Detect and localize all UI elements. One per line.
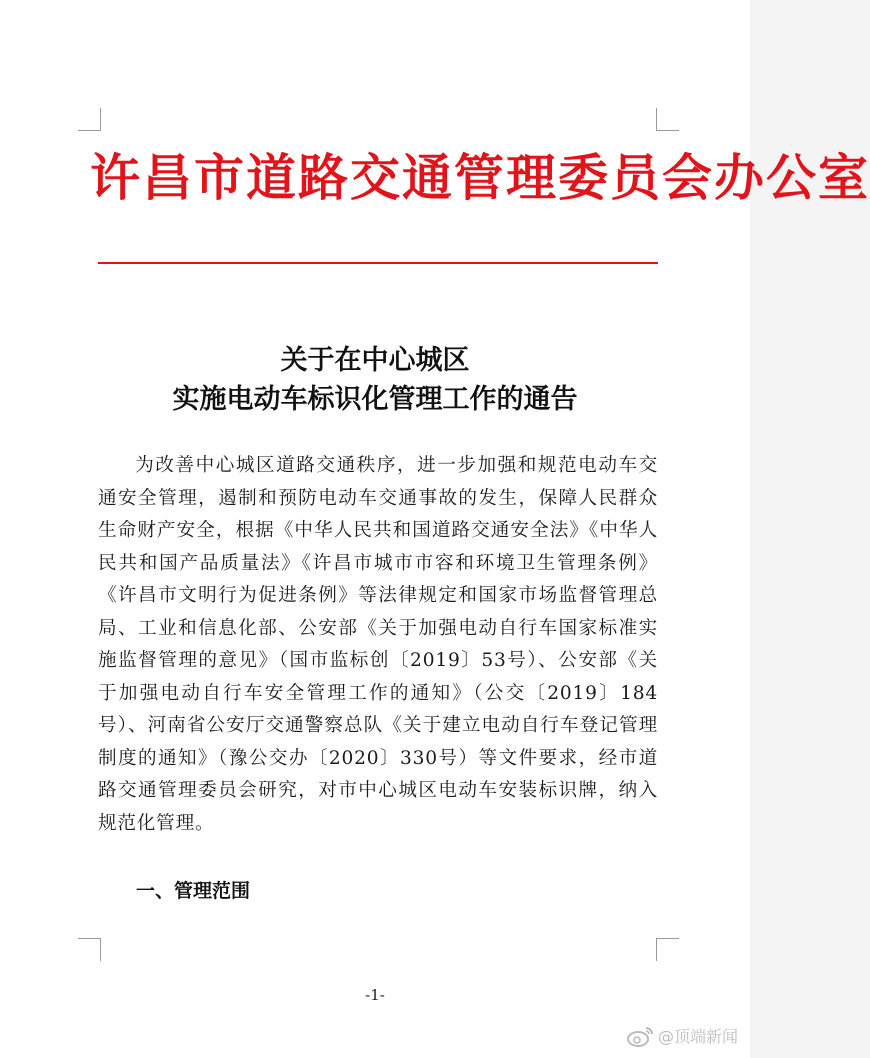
watermark-text: @顶端新闻 [657,1027,738,1046]
crop-mark-bottom-right [656,938,679,961]
page-number: -1- [365,986,385,1004]
red-divider-line [98,262,658,264]
body-paragraph: 为改善中心城区道路交通秩序，进一步加强和规范电动车交通安全管理，遏制和预防电动车交通事故的发生，保障人民群众生命财产安全，根据《中华人民共和国道路交通安全法》《中华人民共和国产品质量法》《许昌市城市市容和环境卫生管理条例》《许昌市文明行为促进条例》等法律规定和国家市场监督管理总局、工业和信息化部、公安部《关于加强电动自行车国家标准实施监督管理的意见》（国市监标创〔2019〕53号）、公安部《关于加强电动自行车安全管理工作的通知》（公交〔2019〕184号）、河南省公安厅交通警察总队《关于建立电动自行车登记管理制度的通知》（豫公交办〔2020〕330号）等文件要求，经市道路交通管理委员会研究，对市中心城区电动车安装标识牌，纳入规范化管理。 [98,455,658,834]
crop-mark-bottom-left [78,938,101,961]
source-watermark [626,1024,738,1047]
red-letterhead-title: 许昌市道路交通管理委员会办公室 [90,149,870,207]
section-heading: 一、管理范围 [136,880,251,902]
document-title-line-1: 关于在中心城区 [280,345,470,376]
weibo-icon [626,1025,654,1047]
document-title-line-2: 实施电动车标识化管理工作的通告 [172,384,578,415]
